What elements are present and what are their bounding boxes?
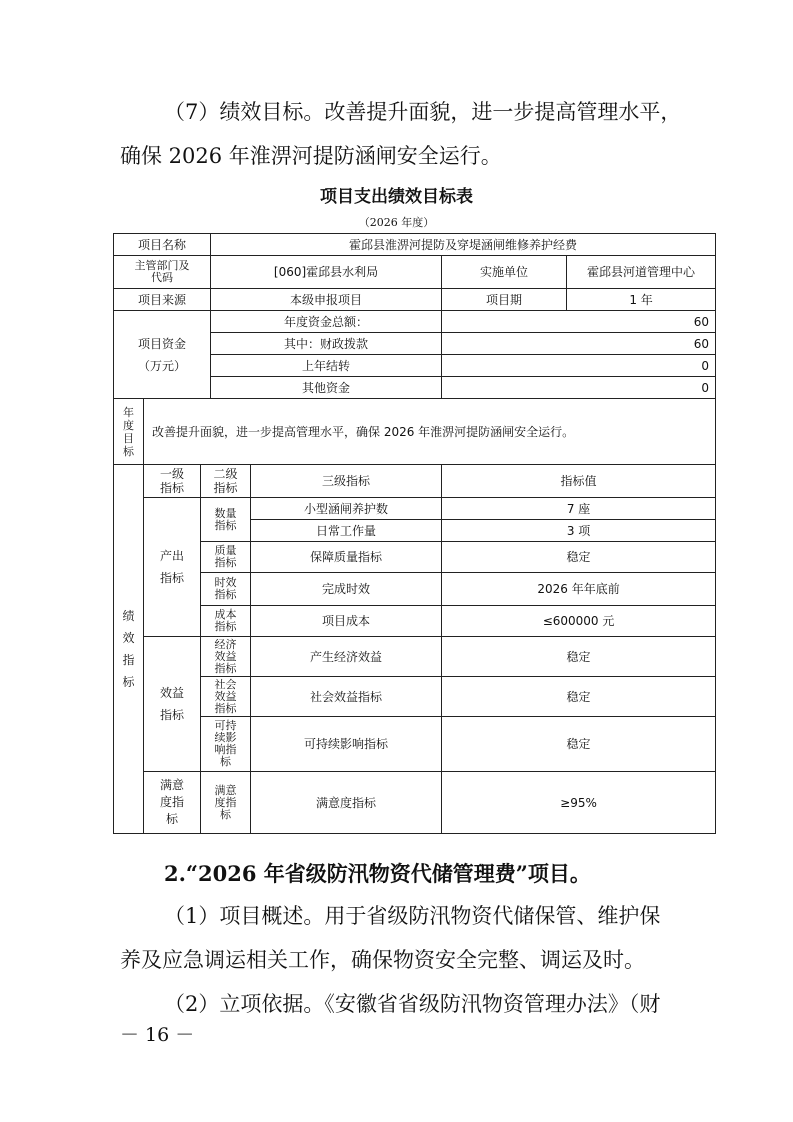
- time-indicator-label: 时效指标: [201, 573, 251, 606]
- header-level1: 一级指标: [144, 465, 201, 498]
- indicator-name: 产生经济效益: [251, 637, 442, 677]
- project-name-label: 项目名称: [114, 234, 211, 256]
- quality-indicator-label: 质量指标: [201, 542, 251, 573]
- funds-label: 项目资金: [138, 336, 187, 351]
- funds-row-value: 0: [442, 377, 716, 399]
- output-indicator-label: 产出指标: [144, 498, 201, 637]
- indicator-value: 3 项: [442, 520, 716, 542]
- indicator-value: 7 座: [442, 498, 716, 520]
- cost-indicator-label: 成本指标: [201, 606, 251, 637]
- section2-overview-line1: （1）项目概述。用于省级防汛物资代储保管、维护保: [164, 904, 661, 928]
- quantity-indicator-label: 数量指标: [201, 498, 251, 542]
- table-year: （2026 年度）: [358, 216, 435, 229]
- satisfaction-sub-label: 满意度指标: [201, 772, 251, 834]
- header-value: 指标值: [442, 465, 716, 498]
- source-value: 本级申报项目: [211, 289, 442, 311]
- annual-goal-label: 年度目标: [114, 399, 144, 465]
- paragraph-goal-line2: 确保 2026 年淮淠河提防涵闸安全运行。: [120, 144, 502, 168]
- header-level3: 三级指标: [251, 465, 442, 498]
- funds-row-value: 0: [442, 355, 716, 377]
- indicator-name: 满意度指标: [251, 772, 442, 834]
- economic-indicator-label: 经济效益指标: [201, 637, 251, 677]
- funds-row-label: 其中：财政拨款: [211, 333, 442, 355]
- indicator-name: 社会效益指标: [251, 677, 442, 717]
- section2-overview-line2: 养及应急调运相关工作，确保物资安全完整、调运及时。: [120, 948, 645, 972]
- page-number: － 16 －: [120, 1024, 195, 1046]
- indicator-name: 日常工作量: [251, 520, 442, 542]
- section2-heading: 2.“2026 年省级防汛物资代储管理费”项目。: [164, 861, 591, 886]
- section2-basis-line1: （2）立项依据。《安徽省省级防汛物资管理办法》（财: [164, 992, 661, 1016]
- indicator-name: 项目成本: [251, 606, 442, 637]
- project-name-value: 霍邱县淮淠河提防及穿堤涵闸维修养护经费: [211, 234, 716, 256]
- period-value: 1 年: [567, 289, 716, 311]
- dept-label: 主管部门及代码: [114, 256, 211, 289]
- indicator-name: 可持续影响指标: [251, 717, 442, 772]
- impl-value: 霍邱县河道管理中心: [567, 256, 716, 289]
- benefit-indicator-label: 效益指标: [144, 637, 201, 772]
- funds-label-cell: [114, 311, 211, 399]
- sustain-indicator-label: 可持续影响指标: [201, 717, 251, 772]
- header-level2: 二级指标: [201, 465, 251, 498]
- funds-row-value: 60: [442, 311, 716, 333]
- perf-indicator-label: 绩效指标: [114, 465, 144, 834]
- impl-label: 实施单位: [442, 256, 567, 289]
- paragraph-goal-line1: （7）绩效目标。改善提升面貌，进一步提高管理水平，: [164, 100, 682, 124]
- indicator-value: 2026 年年底前: [442, 573, 716, 606]
- indicator-name: 小型涵闸养护数: [251, 498, 442, 520]
- indicator-value: 稳定: [442, 542, 716, 573]
- indicator-value: ≥95%: [442, 772, 716, 834]
- funds-row-value: 60: [442, 333, 716, 355]
- period-label: 项目期: [442, 289, 567, 311]
- performance-table: [113, 233, 716, 834]
- funds-row-label: 年度资金总额：: [211, 311, 442, 333]
- dept-value: [060]霍邱县水利局: [211, 256, 442, 289]
- satisfaction-indicator-label: 满意度指标: [144, 772, 201, 834]
- indicator-value: 稳定: [442, 717, 716, 772]
- funds-row-label: 上年结转: [211, 355, 442, 377]
- funds-row-label: 其他资金: [211, 377, 442, 399]
- indicator-name: 保障质量指标: [251, 542, 442, 573]
- indicator-name: 完成时效: [251, 573, 442, 606]
- source-label: 项目来源: [114, 289, 211, 311]
- social-indicator-label: 社会效益指标: [201, 677, 251, 717]
- table-title: 项目支出绩效目标表: [320, 187, 473, 207]
- indicator-value: 稳定: [442, 677, 716, 717]
- funds-unit: （万元）: [138, 358, 187, 373]
- annual-goal-value: 改善提升面貌，进一步提高管理水平，确保 2026 年淮淠河提防涵闸安全运行。: [144, 399, 716, 465]
- indicator-value: 稳定: [442, 637, 716, 677]
- indicator-value: ≤600000 元: [442, 606, 716, 637]
